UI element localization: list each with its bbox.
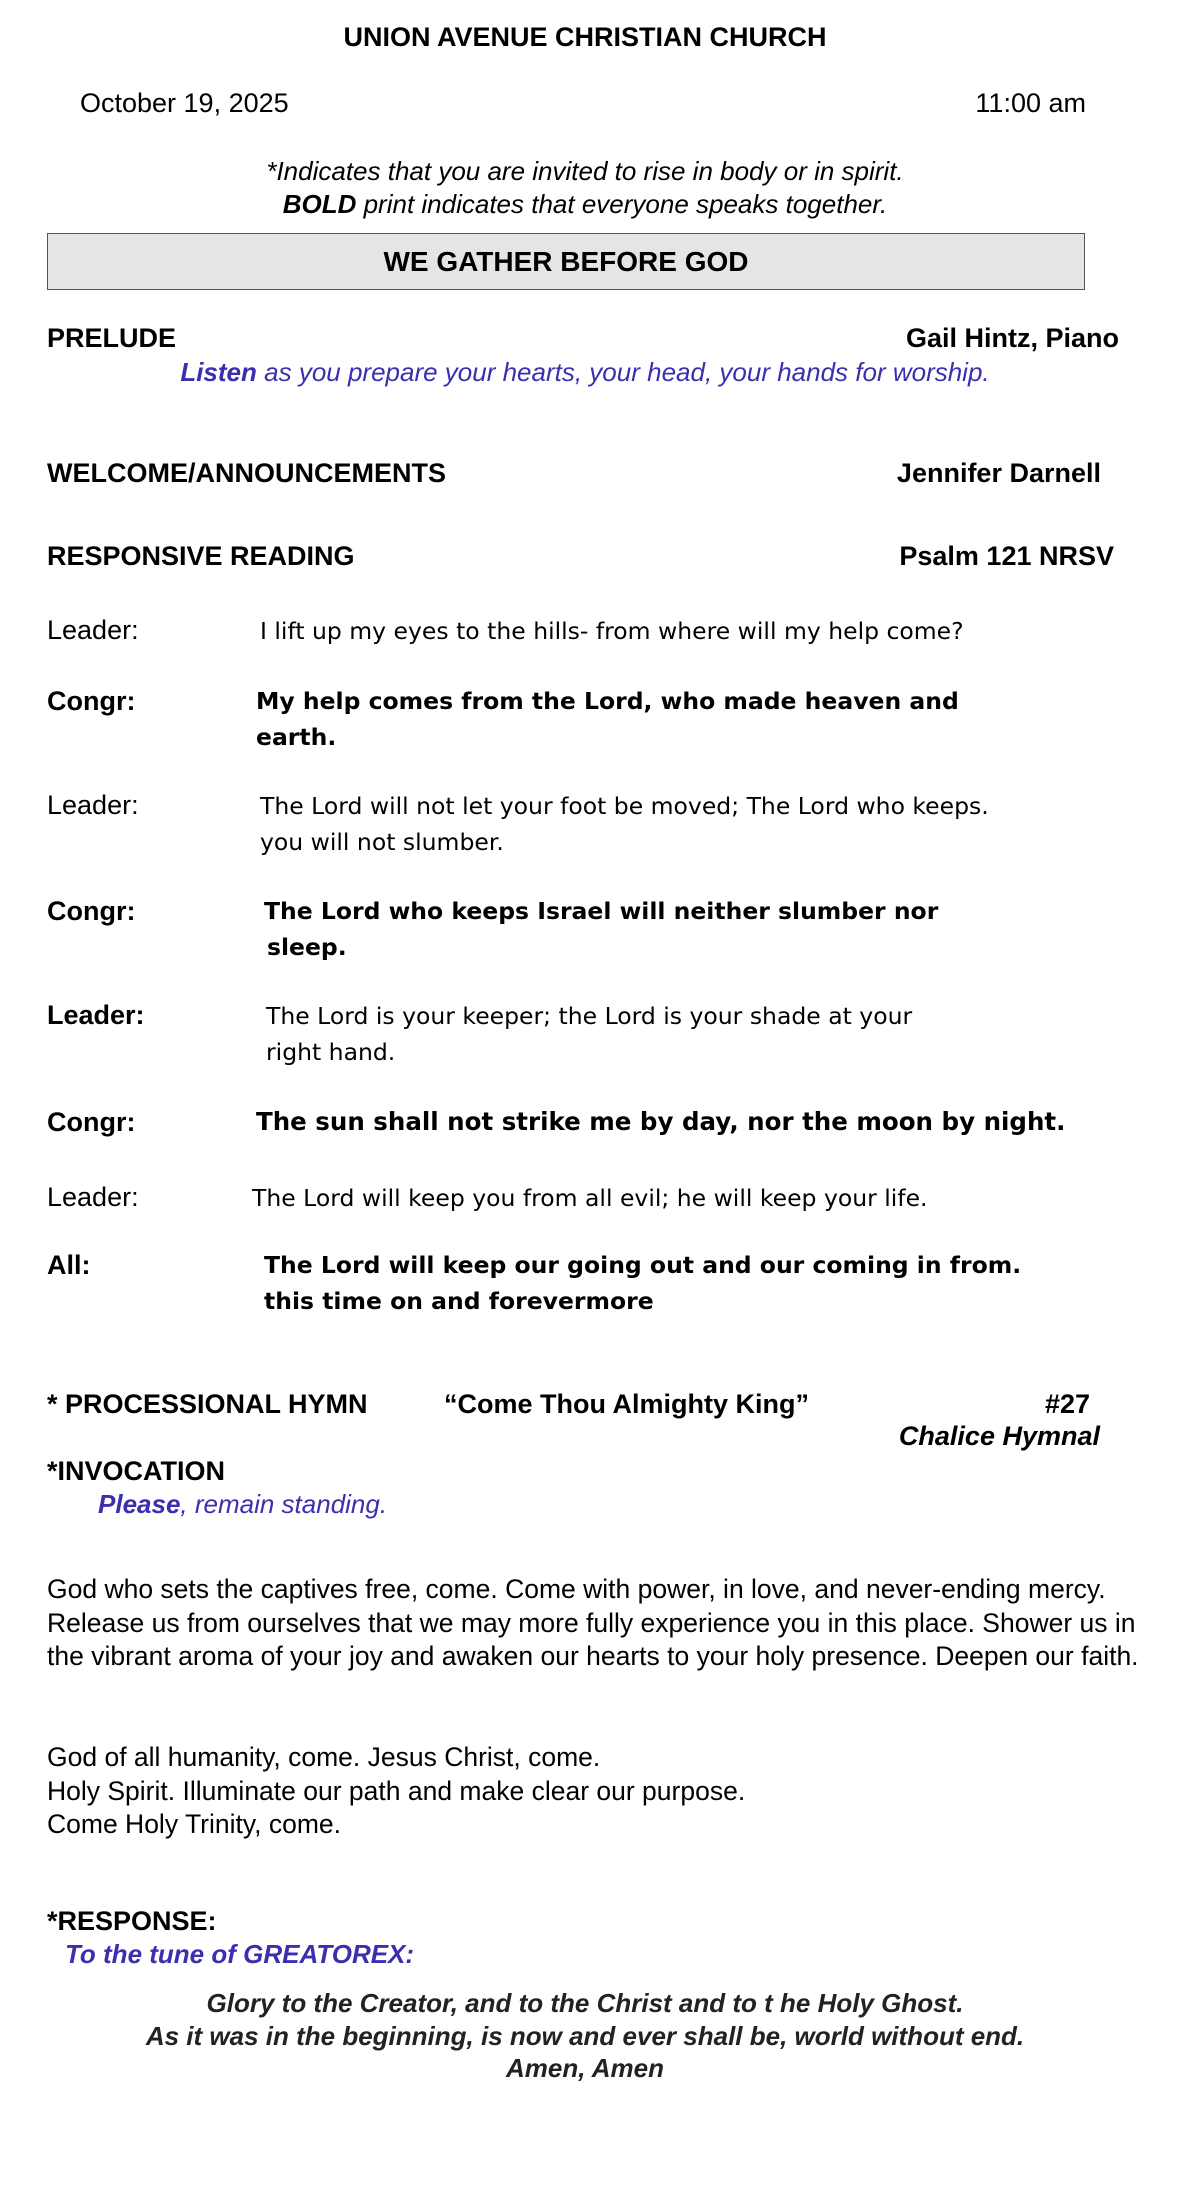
reading-line-text: this time on and forevermore xyxy=(264,1287,654,1315)
legend-line-2 xyxy=(0,188,1170,221)
church-name: UNION AVENUE CHRISTIAN CHURCH xyxy=(343,22,827,52)
welcome-title: WELCOME/ANNOUNCEMENTS xyxy=(47,458,446,488)
reading-line-text: The Lord is your keeper; the Lord is your shade at your xyxy=(266,1002,913,1030)
reading-line-text: right hand. xyxy=(266,1038,396,1066)
reading-line-text: I lift up my eyes to the hills- from where will my help come? xyxy=(260,617,964,645)
reading-line xyxy=(260,613,964,649)
response-line: As it was in the beginning, is now and ever shall be, world without end. xyxy=(145,2020,1025,2051)
reading-line-text: sleep. xyxy=(267,933,347,961)
invocation-note-rest: , remain standing. xyxy=(180,1489,388,1519)
reading-line-text: The Lord will keep our going out and our coming in from. xyxy=(264,1251,1022,1279)
service-time: 11:00 am xyxy=(975,88,1086,118)
prelude-performer: Gail Hintz, Piano xyxy=(905,323,1119,353)
reading-line xyxy=(256,683,959,755)
invocation-note-bold: Please xyxy=(98,1489,181,1519)
hymn-name: “Come Thou Almighty King” xyxy=(444,1389,809,1419)
hymn-book: Chalice Hymnal xyxy=(898,1421,1100,1451)
invocation-note xyxy=(98,1489,387,1520)
prelude-note xyxy=(0,357,1170,388)
invocation-closing xyxy=(47,1741,1157,1842)
reading-line-text: The sun shall not strike me by day, nor the moon by night. xyxy=(256,1107,1066,1136)
legend-bold-word: BOLD xyxy=(282,189,357,219)
reading-title: RESPONSIVE READING xyxy=(47,541,355,571)
reading-speaker: Congr: xyxy=(47,1107,136,1137)
reading-line xyxy=(264,893,938,965)
reading-speaker: Leader: xyxy=(47,790,139,820)
reading-line-text: My help comes from the Lord, who made heaven and xyxy=(256,687,959,715)
response-line: Amen, Amen xyxy=(506,2053,664,2083)
hymn-title: * PROCESSIONAL HYMN xyxy=(47,1389,368,1419)
reading-line-text: The Lord who keeps Israel will neither slumber nor xyxy=(264,897,939,925)
reading-line-text: you will not slumber. xyxy=(260,828,504,856)
reading-line xyxy=(252,1180,928,1216)
prelude-note-bold: Listen xyxy=(180,357,257,387)
response-title: *RESPONSE: xyxy=(47,1906,217,1936)
reading-line-text: The Lord will not let your foot be moved; The Lord who keeps. xyxy=(260,792,989,820)
reading-line xyxy=(266,998,912,1070)
hymn-number: #27 xyxy=(1044,1389,1090,1419)
invocation-line: God of all humanity, come. Jesus Christ, come. xyxy=(47,1742,601,1772)
reading-line-text: earth. xyxy=(256,723,337,751)
reading-line xyxy=(256,1104,1065,1140)
reading-line xyxy=(260,788,989,860)
invocation-line: Come Holy Trinity, come. xyxy=(47,1809,342,1839)
response-text xyxy=(0,1987,1170,2085)
prelude-title: PRELUDE xyxy=(47,323,177,353)
service-date: October 19, 2025 xyxy=(80,88,289,118)
reading-speaker: Leader: xyxy=(47,1182,139,1212)
legend-line-2-rest: print indicates that everyone speaks together. xyxy=(356,189,888,219)
reading-speaker: Congr: xyxy=(47,896,136,926)
prelude-note-rest: as you prepare your hearts, your head, your hands for worship. xyxy=(256,357,990,387)
legend xyxy=(0,155,1170,221)
reading-line-text: The Lord will keep you from all evil; he will keep your life. xyxy=(252,1184,928,1212)
reading-speaker: Congr: xyxy=(47,686,136,716)
response-line: Glory to the Creator, and to the Christ and to t he Holy Ghost. xyxy=(206,1988,964,2018)
section-banner: WE GATHER BEFORE GOD xyxy=(47,233,1085,290)
reading-line xyxy=(264,1247,1021,1319)
welcome-person: Jennifer Darnell xyxy=(896,458,1101,488)
reading-speaker: All: xyxy=(47,1250,91,1280)
invocation-line: Holy Spirit. Illuminate our path and make clear our purpose. xyxy=(47,1775,746,1806)
reading-speaker: Leader: xyxy=(47,1000,145,1030)
invocation-paragraph: God who sets the captives free, come. Come with power, in love, and never-ending mercy. Release us from ourselves that we may more fully experience you in this place. Shower us in the vibrant aroma of your joy and awaken our hearts to your holy presence. Deepen our faith. xyxy=(47,1574,1139,1671)
reading-speaker: Leader: xyxy=(47,615,139,645)
legend-line-1: *Indicates that you are invited to rise in body or in spirit. xyxy=(266,156,904,186)
invocation-title: *INVOCATION xyxy=(47,1456,226,1486)
reading-ref: Psalm 121 NRSV xyxy=(899,541,1114,571)
response-tune: To the tune of GREATOREX: xyxy=(65,1939,415,1969)
